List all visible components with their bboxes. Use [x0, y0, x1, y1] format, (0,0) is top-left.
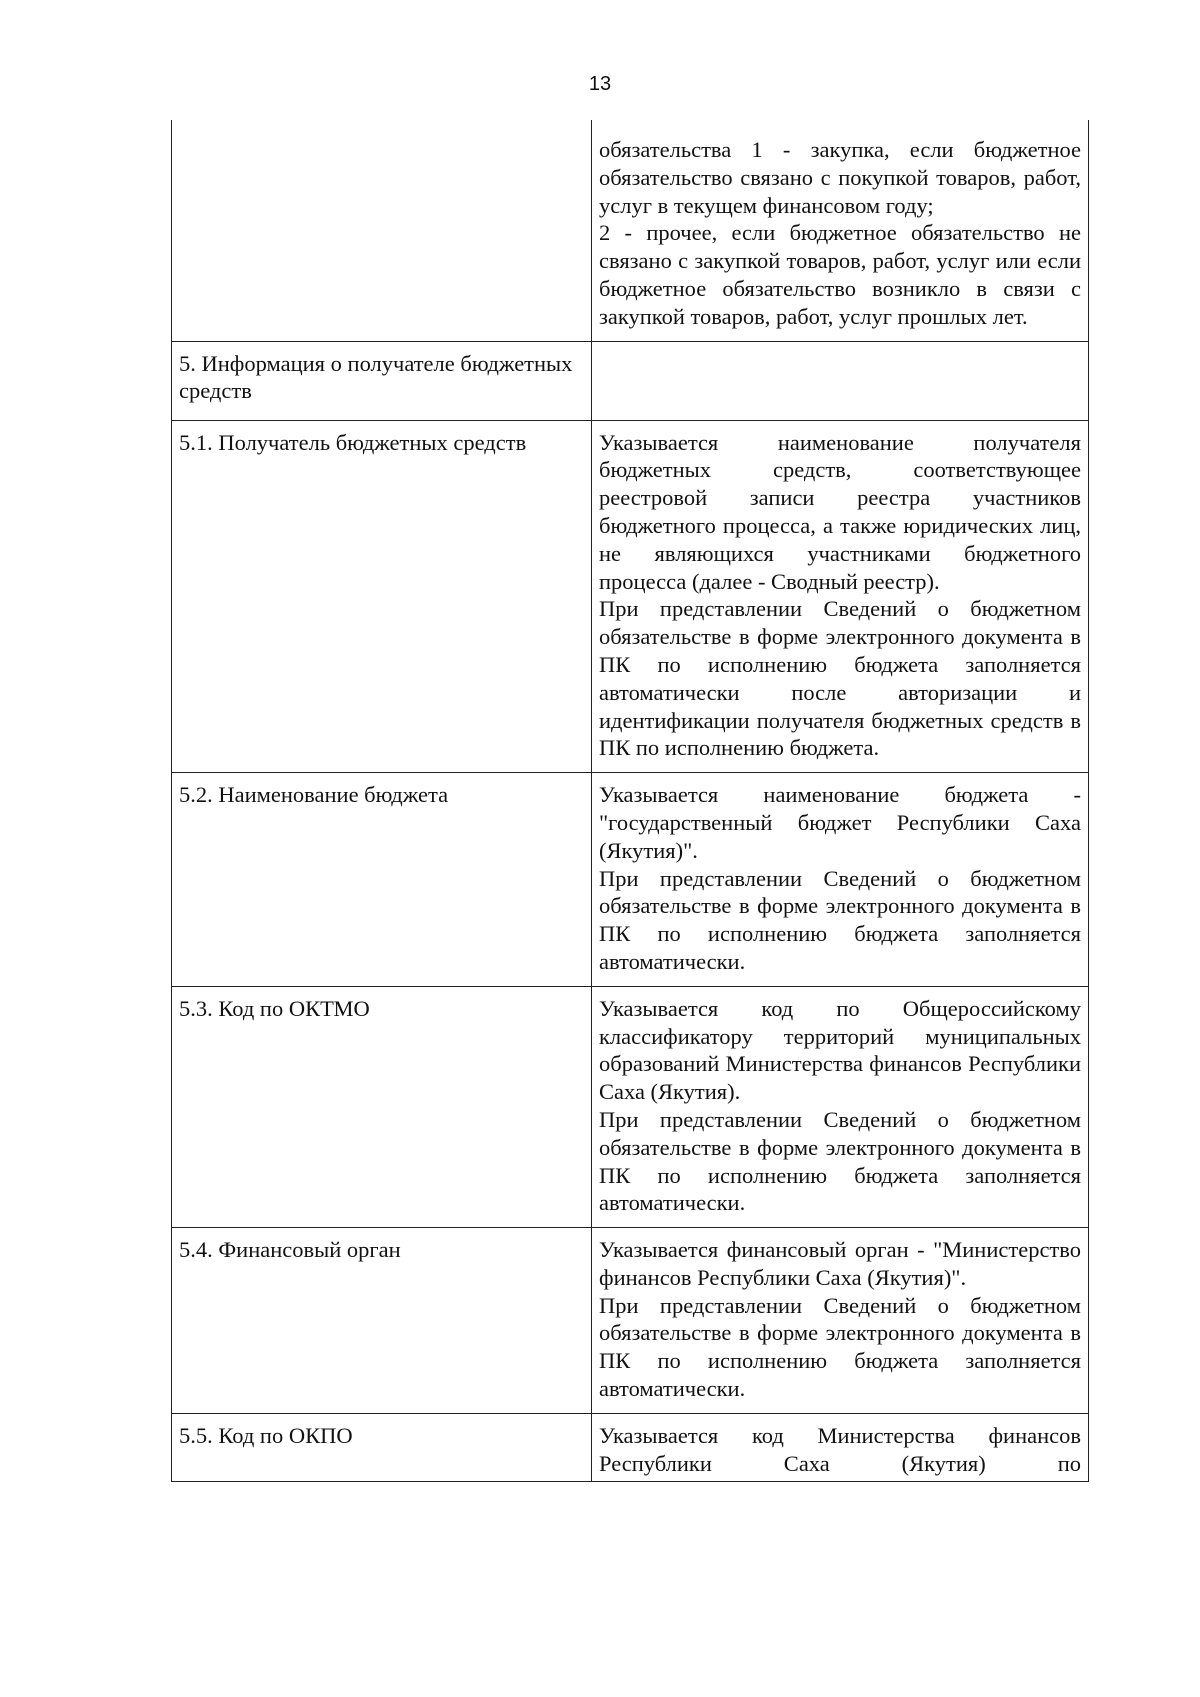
table-row-5-2 — [172, 773, 1089, 987]
table-row-continuation — [172, 120, 1089, 341]
row-label: 5.2. Наименование бюджета — [172, 773, 592, 987]
row-label: 5.1. Получатель бюджетных средств — [172, 420, 592, 773]
table-row-section-5 — [172, 341, 1089, 420]
row-label: 5.5. Код по ОКПО — [172, 1413, 592, 1482]
row-label: 5. Информация о получателе бюджетных средств — [172, 341, 592, 420]
description-paragraph: Указывается код Министерства финансов Республики Саха (Якутия) по — [599, 1422, 1081, 1476]
requirements-table — [171, 120, 1089, 1482]
description-paragraph: Указывается наименование получателя бюджетных средств, соответствующее реестровой записи реестра участников бюджетного процесса, а также юридических лиц, не являющихся участниками бюджетного процесса (далее - Сводный реестр). — [599, 429, 1081, 594]
description-paragraph: обязательства 1 - закупка, если бюджетное обязательство связано с покупкой товаров, работ, услуг в текущем финансовом году; — [599, 137, 1081, 218]
table-row-5-5 — [172, 1413, 1089, 1482]
row-description — [592, 1413, 1089, 1482]
page-number: 13 — [588, 73, 612, 95]
row-label — [172, 120, 592, 341]
row-description — [592, 1228, 1089, 1414]
description-paragraph: При представлении Сведений о бюджетном обязательстве в форме электронного документа в ПК по исполнению бюджета заполняется автоматически. — [599, 1106, 1081, 1216]
table-row-5-3 — [172, 986, 1089, 1227]
row-description — [592, 341, 1089, 420]
row-description — [592, 773, 1089, 987]
description-paragraph: Указывается код по Общероссийскому классификатору территорий муниципальных образований Министерства финансов Республики Саха (Якутия). — [599, 995, 1081, 1105]
row-label: 5.4. Финансовый орган — [172, 1228, 592, 1414]
description-paragraph: При представлении Сведений о бюджетном обязательстве в форме электронного документа в ПК по исполнению бюджета заполняется автоматически. — [599, 1292, 1081, 1402]
row-description — [592, 986, 1089, 1227]
table-row-5-1 — [172, 420, 1089, 773]
description-paragraph: При представлении Сведений о бюджетном обязательстве в форме электронного документа в ПК по исполнению бюджета заполняется автоматически после авторизации и идентификации получателя бюджетных средств в ПК по исполнению бюджета. — [599, 596, 1081, 761]
description-paragraph: 2 - прочее, если бюджетное обязательство не связано с закупкой товаров, работ, услуг или если бюджетное обязательство возникло в связи с закупкой товаров, работ, услуг прошлых лет. — [599, 220, 1081, 329]
description-paragraph: При представлении Сведений о бюджетном обязательстве в форме электронного документа в ПК по исполнению бюджета заполняется автоматически. — [599, 865, 1081, 974]
description-paragraph: Указывается финансовый орган - "Министерство финансов Республики Саха (Якутия)". — [599, 1237, 1081, 1290]
row-description — [592, 120, 1089, 341]
row-label: 5.3. Код по ОКТМО — [172, 986, 592, 1227]
row-description — [592, 420, 1089, 773]
table-row-5-4 — [172, 1228, 1089, 1414]
description-paragraph: Указывается наименование бюджета - "государственный бюджет Республики Саха (Якутия)". — [599, 782, 1081, 863]
